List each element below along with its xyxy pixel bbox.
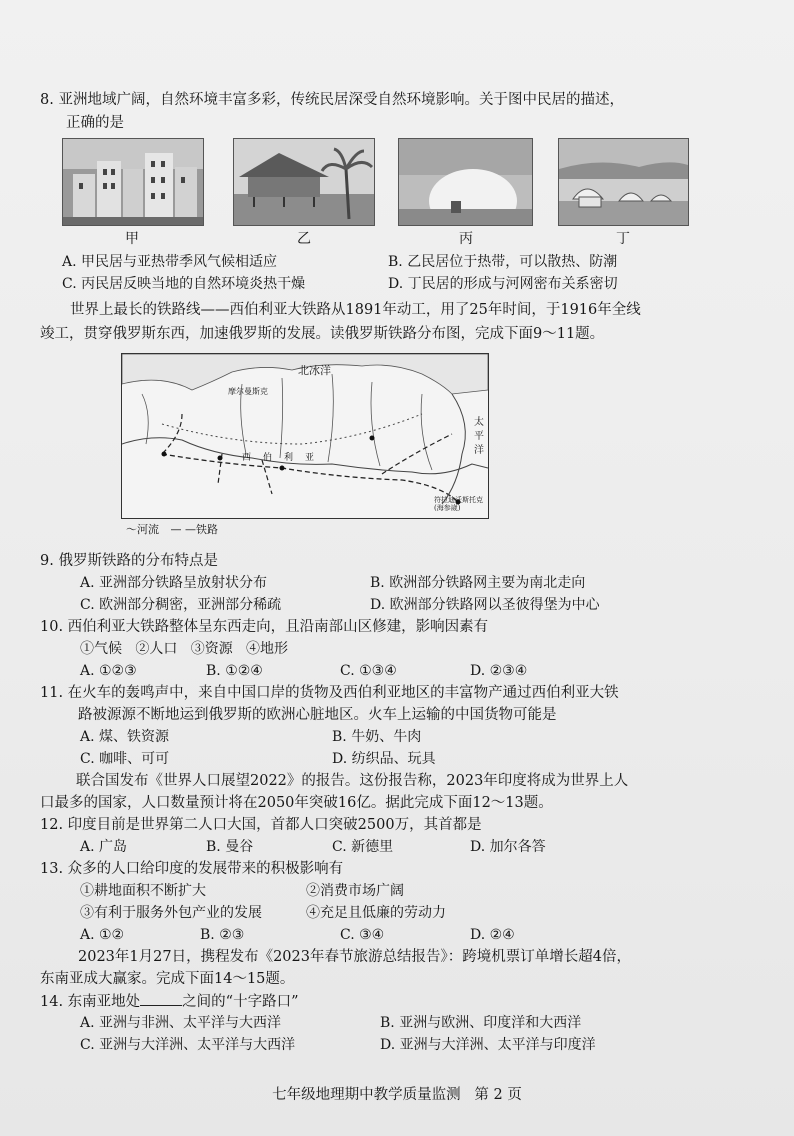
q14-stem bbox=[40, 991, 299, 1012]
legend-river-icon: 〜 bbox=[126, 523, 137, 536]
q10-stem: 10. 西伯利亚大铁路整体呈东西走向，且沿南部山区修建，影响因素有 bbox=[40, 619, 489, 635]
q10-option-a: A. ①②③ bbox=[80, 663, 137, 679]
q10-factors: ①气候 ②人口 ③资源 ④地形 bbox=[80, 641, 289, 657]
photo-ding bbox=[558, 138, 689, 226]
legend-river-label: 河流 bbox=[137, 523, 159, 536]
caption-bing: 丙 bbox=[459, 231, 473, 247]
q9-option-c: C. 欧洲部分稠密，亚洲部分稀疏 bbox=[80, 597, 282, 613]
q12-option-c: C. 新德里 bbox=[332, 839, 394, 855]
q10-option-b: B. ①②④ bbox=[206, 663, 263, 679]
q8-stem-line2: 正确的是 bbox=[66, 115, 124, 131]
q9-option-a: A. 亚洲部分铁路呈放射状分布 bbox=[80, 575, 268, 591]
map-label-west-siberia: 西伯利亚 bbox=[242, 453, 327, 463]
map-label-pacific: 太 平 洋 bbox=[474, 417, 484, 456]
q13-item-4: ④充足且低廉的劳动力 bbox=[306, 905, 446, 921]
q13-stem: 13. 众多的人口给印度的发展带来的积极影响有 bbox=[40, 861, 344, 877]
passage3-line2: 东南亚成大赢家。完成下面14～15题。 bbox=[40, 971, 295, 987]
q14-option-b: B. 亚洲与欧洲、印度洋和大西洋 bbox=[380, 1015, 582, 1031]
passage3-line1: 2023年1月27日，携程发布《2023年春节旅游总结报告》：跨境机票订单增长超4倍， bbox=[78, 949, 631, 965]
q11-stem-line1: 11. 在火车的轰鸣声中，来自中国口岸的货物及西伯利亚地区的丰富物产通过西伯利亚大铁 bbox=[40, 685, 619, 701]
legend-rail-icon: — — bbox=[170, 523, 196, 536]
map-label-vladivostok: 符拉迪沃斯托克(海参崴) bbox=[434, 496, 483, 512]
q10-option-c: C. ①③④ bbox=[340, 663, 397, 679]
q8-option-c: C. 丙民居反映当地的自然环境炎热干燥 bbox=[62, 276, 306, 292]
q13-item-3: ③有利于服务外包产业的发展 bbox=[80, 905, 262, 921]
map-legend bbox=[126, 521, 218, 537]
q14-option-c: C. 亚洲与大洋洲、太平洋与大西洋 bbox=[80, 1037, 296, 1053]
q12-option-a: A. 广岛 bbox=[80, 839, 128, 855]
caption-yi: 乙 bbox=[297, 231, 311, 247]
map-label-arctic: 北冰洋 bbox=[298, 364, 331, 377]
map-label-murmansk: 摩尔曼斯克 bbox=[228, 387, 268, 396]
q8-stem-line1: 8. 亚洲地域广阔，自然环境丰富多彩，传统民居深受自然环境影响。关于图中民居的描述， bbox=[40, 92, 624, 108]
photo-jia bbox=[62, 138, 204, 226]
passage2-line2: 口最多的国家，人口数量预计将在2050年突破16亿。据此完成下面12～13题。 bbox=[40, 795, 553, 811]
q12-stem: 12. 印度目前是世界第二人口大国，首都人口突破2500万，其首都是 bbox=[40, 817, 482, 833]
q11-option-a: A. 煤、铁资源 bbox=[80, 729, 170, 745]
q11-option-b: B. 牛奶、牛肉 bbox=[332, 729, 422, 745]
q14-option-d: D. 亚洲与大洋洲、太平洋与印度洋 bbox=[380, 1037, 596, 1053]
q14-stem-pre: 14. 东南亚地处 bbox=[40, 994, 141, 1010]
caption-ding: 丁 bbox=[616, 231, 630, 247]
q12-option-d: D. 加尔各答 bbox=[470, 839, 546, 855]
q10-option-d: D. ②③④ bbox=[470, 663, 528, 679]
passage2-line1: 联合国发布《世界人口展望2022》的报告。这份报告称，2023年印度将成为世界上人 bbox=[76, 773, 629, 789]
q14-stem-post: 之间的“十字路口” bbox=[182, 994, 299, 1010]
page-footer: 七年级地理期中教学质量监测 第 2 页 bbox=[272, 1087, 522, 1103]
q13-item-2: ②消费市场广阔 bbox=[306, 883, 404, 899]
q11-option-d: D. 纺织品、玩具 bbox=[332, 751, 436, 767]
q9-option-d: D. 欧洲部分铁路网以圣彼得堡为中心 bbox=[370, 597, 600, 613]
passage1-line1: 世界上最长的铁路线——西伯利亚大铁路从1891年动工，用了25年时间，于1916年全线 bbox=[70, 302, 641, 318]
q14-answer-blank bbox=[140, 991, 182, 1006]
q11-option-c: C. 咖啡、可可 bbox=[80, 751, 170, 767]
q12-option-b: B. 曼谷 bbox=[206, 839, 254, 855]
legend-rail-label: 铁路 bbox=[196, 523, 218, 536]
q8-option-b: B. 乙民居位于热带，可以散热、防潮 bbox=[388, 254, 618, 270]
q13-option-b: B. ②③ bbox=[200, 927, 245, 943]
q14-option-a: A. 亚洲与非洲、太平洋与大西洋 bbox=[80, 1015, 282, 1031]
photo-yi bbox=[233, 138, 375, 226]
passage1-line2: 竣工，贯穿俄罗斯东西，加速俄罗斯的发展。读俄罗斯铁路分布图，完成下面9～11题。 bbox=[40, 326, 605, 342]
q8-option-d: D. 丁民居的形成与河网密布关系密切 bbox=[388, 276, 618, 292]
q13-item-1: ①耕地面积不断扩大 bbox=[80, 883, 206, 899]
photo-bing bbox=[398, 138, 533, 226]
russia-railway-map bbox=[121, 353, 489, 519]
q11-stem-line2: 路被源源不断地运到俄罗斯的欧洲心脏地区。火车上运输的中国货物可能是 bbox=[78, 707, 557, 723]
q13-option-c: C. ③④ bbox=[340, 927, 385, 943]
q9-stem: 9. 俄罗斯铁路的分布特点是 bbox=[40, 553, 218, 569]
q13-option-a: A. ①② bbox=[80, 927, 125, 943]
q9-option-b: B. 欧洲部分铁路网主要为南北走向 bbox=[370, 575, 586, 591]
caption-jia: 甲 bbox=[125, 231, 139, 247]
q8-option-a: A. 甲民居与亚热带季风气候相适应 bbox=[62, 254, 278, 270]
q13-option-d: D. ②④ bbox=[470, 927, 515, 943]
